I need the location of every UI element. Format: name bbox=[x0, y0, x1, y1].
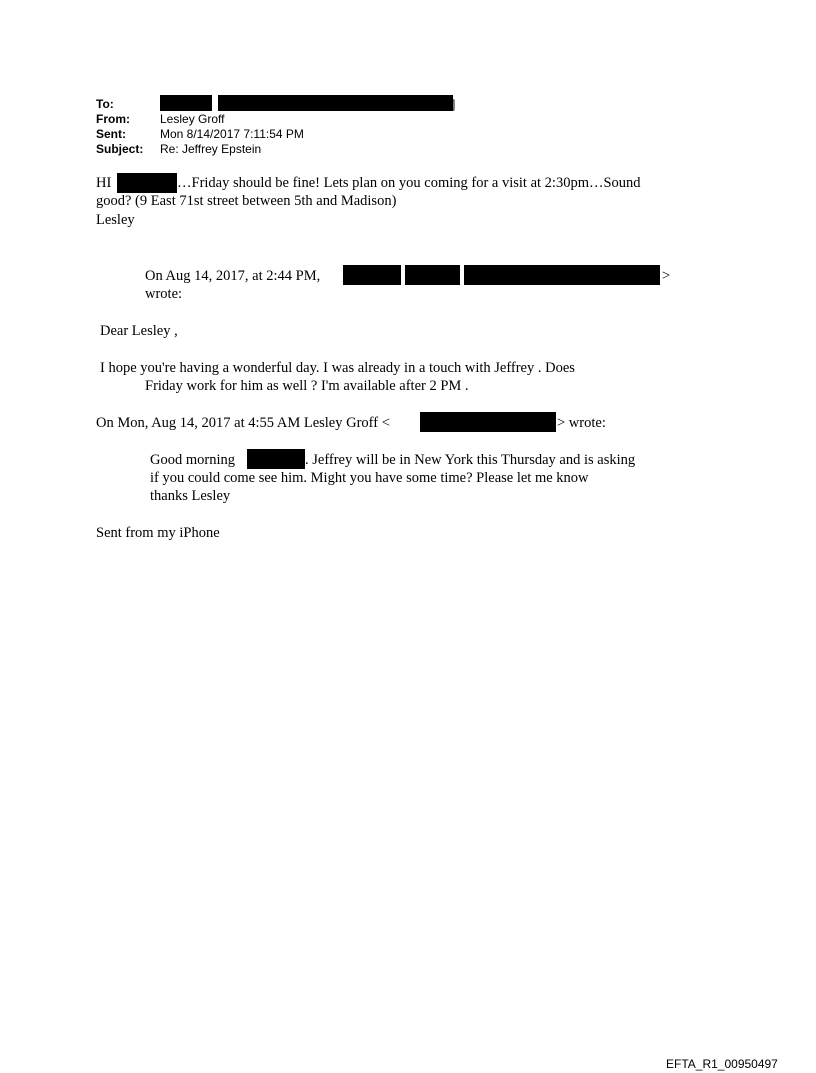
redaction-box bbox=[405, 265, 460, 285]
reply-line-1-end: …Friday should be fine! Lets plan on you coming for a visit at 2:30pm…Sound bbox=[177, 175, 641, 191]
quoted1-attribution-line2: wrote: bbox=[145, 286, 183, 302]
to-label: To: bbox=[96, 97, 114, 111]
subject-value: Re: Jeffrey Epstein bbox=[160, 142, 262, 156]
sent-label: Sent: bbox=[96, 127, 126, 141]
sent-value: Mon 8/14/2017 7:11:54 PM bbox=[160, 127, 304, 141]
from-label: From: bbox=[96, 112, 130, 126]
quoted2-line-3: thanks Lesley bbox=[150, 488, 231, 504]
redaction-box bbox=[117, 173, 177, 193]
reply-signature: Lesley bbox=[96, 212, 135, 228]
redaction-box bbox=[218, 95, 456, 111]
quoted1-attribution-end: > bbox=[662, 268, 671, 284]
to-bracket: ] bbox=[452, 97, 456, 111]
quoted2-attribution-end: > wrote: bbox=[557, 415, 606, 431]
subject-label: Subject: bbox=[96, 142, 144, 156]
redaction-box bbox=[160, 95, 212, 111]
quoted1-attribution: On Aug 14, 2017, at 2:44 PM, bbox=[145, 268, 321, 284]
quoted2-line-1-end: . Jeffrey will be in New York this Thursday and is asking bbox=[305, 452, 636, 468]
quoted2-line-1-start: Good morning bbox=[150, 452, 235, 468]
redaction-box bbox=[343, 265, 401, 285]
redaction-box bbox=[247, 449, 305, 469]
quoted1-paragraph-line1: I hope you're having a wonderful day. I was already in a touch with Jeffrey . Does bbox=[100, 360, 575, 376]
quoted1-greeting: Dear Lesley , bbox=[100, 323, 178, 339]
redaction-box bbox=[464, 265, 660, 285]
from-value: Lesley Groff bbox=[160, 112, 225, 126]
reply-line-2: good? (9 East 71st street between 5th and Madison) bbox=[96, 193, 397, 209]
quoted1-paragraph-line2: Friday work for him as well ? I'm available after 2 PM . bbox=[145, 378, 469, 394]
sent-from-line: Sent from my iPhone bbox=[96, 525, 220, 541]
quoted2-line-2: if you could come see him. Might you have some time? Please let me know bbox=[150, 470, 589, 486]
quoted2-attribution: On Mon, Aug 14, 2017 at 4:55 AM Lesley Groff < bbox=[96, 415, 390, 431]
document-id: EFTA_R1_00950497 bbox=[666, 1057, 778, 1071]
redaction-box bbox=[420, 412, 556, 432]
reply-line-1-start: HI bbox=[96, 175, 112, 191]
